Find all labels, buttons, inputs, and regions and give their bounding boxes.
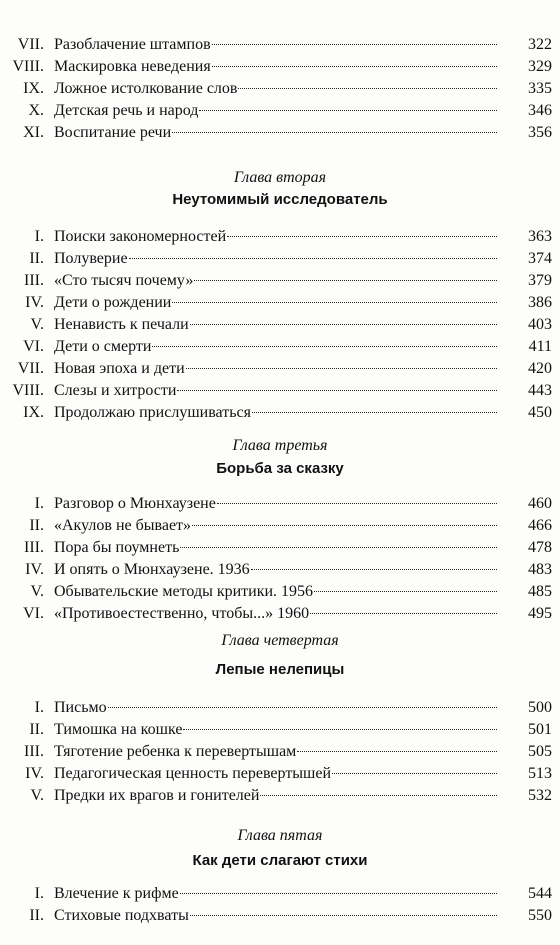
entry-title: Дети о рождении xyxy=(54,294,172,311)
entry-title: Продолжаю прислушиваться xyxy=(54,404,251,421)
chapter-label: Глава третья xyxy=(232,437,328,454)
entry-title: «Акулов не бывает» xyxy=(54,517,192,534)
toc-entry xyxy=(0,34,560,56)
entry-title: Слезы и хитрости xyxy=(54,382,177,399)
entry-page-number: 483 xyxy=(528,561,552,578)
entry-title-wrap xyxy=(54,581,498,603)
entry-title-wrap xyxy=(54,537,498,559)
toc-entry xyxy=(0,380,560,402)
dot-leader xyxy=(190,324,497,325)
entry-title-wrap xyxy=(54,358,498,380)
entry-page-number: 505 xyxy=(528,743,552,760)
entry-title: Пора бы поумнеть xyxy=(54,539,180,556)
toc-entry xyxy=(0,270,560,292)
entry-number: IV. xyxy=(25,294,44,311)
entry-title-wrap xyxy=(54,336,498,358)
entry-title: «Сто тысяч почему» xyxy=(54,272,194,289)
entry-title-wrap xyxy=(54,226,498,248)
entry-page-number: 495 xyxy=(528,605,552,622)
entry-number: I. xyxy=(34,495,44,512)
entry-number: I. xyxy=(34,228,44,245)
entry-page-number: 403 xyxy=(528,316,552,333)
dot-leader xyxy=(172,132,497,133)
dot-leader xyxy=(152,346,497,347)
entry-number: VII. xyxy=(17,360,44,377)
entry-title: «Противоестественно, чтобы...» 1960 xyxy=(54,605,310,622)
toc-entry xyxy=(0,603,560,625)
dot-leader xyxy=(260,795,497,796)
entry-title-wrap xyxy=(54,883,498,905)
entry-title-wrap xyxy=(54,741,498,763)
entry-page-number: 500 xyxy=(528,699,552,716)
entry-title: Детская речь и народ xyxy=(54,102,199,119)
entry-number: VI. xyxy=(23,338,44,355)
entry-number: IX. xyxy=(23,404,44,421)
entry-page-number: 322 xyxy=(528,36,552,53)
entry-title: Письмо xyxy=(54,699,107,716)
toc-entry xyxy=(0,581,560,603)
entry-page-number: 386 xyxy=(528,294,552,311)
entry-title: Обывательские методы критики. 1956 xyxy=(54,583,314,600)
entry-page-number: 363 xyxy=(528,228,552,245)
toc-entry xyxy=(0,883,560,905)
dot-leader xyxy=(212,44,497,45)
chapter-label: Глава пятая xyxy=(237,827,323,844)
entry-title-wrap xyxy=(54,785,498,807)
chapter-title: Лепые нелепицы xyxy=(215,661,345,678)
entry-title: Новая эпоха и дети xyxy=(54,360,185,377)
dot-leader xyxy=(180,547,497,548)
dot-leader xyxy=(192,525,497,526)
entry-title: Педагогическая ценность перевертышей xyxy=(54,765,332,782)
dot-leader xyxy=(251,569,497,570)
dot-leader xyxy=(129,258,497,259)
entry-title-wrap xyxy=(54,34,498,56)
entry-page-number: 443 xyxy=(528,382,552,399)
entry-title-wrap xyxy=(54,493,498,515)
toc-entry xyxy=(0,515,560,537)
entry-title: Дети о смерти xyxy=(54,338,152,355)
toc-entry xyxy=(0,292,560,314)
dot-leader xyxy=(227,236,497,237)
entry-title: Ложное истолкование слов xyxy=(54,80,238,97)
entry-number: III. xyxy=(24,743,44,760)
entry-title: Маскировка неведения xyxy=(54,58,211,75)
entry-title-wrap xyxy=(54,122,498,144)
dot-leader xyxy=(332,773,497,774)
entry-number: II. xyxy=(29,517,44,534)
entry-title-wrap xyxy=(54,314,498,336)
entry-number: V. xyxy=(30,583,44,600)
entry-page-number: 544 xyxy=(528,885,552,902)
entry-title: Поиски закономерностей xyxy=(54,228,227,245)
entry-number: II. xyxy=(29,721,44,738)
entry-title-wrap xyxy=(54,603,498,625)
entry-page-number: 411 xyxy=(528,338,552,355)
dot-leader xyxy=(199,110,497,111)
entry-number: V. xyxy=(30,787,44,804)
entry-title-wrap xyxy=(54,763,498,785)
entry-number: XI. xyxy=(23,124,44,141)
entry-title: Разоблачение штампов xyxy=(54,36,211,53)
entry-title-wrap xyxy=(54,402,498,424)
dot-leader xyxy=(180,893,497,894)
entry-title: Тяготение ребенка к перевертышам xyxy=(54,743,297,760)
entry-number: II. xyxy=(29,250,44,267)
entry-page-number: 550 xyxy=(528,907,552,924)
entry-title: Тимошка на кошке xyxy=(54,721,183,738)
entry-title-wrap xyxy=(54,719,498,741)
entry-page-number: 460 xyxy=(528,495,552,512)
entry-page-number: 420 xyxy=(528,360,552,377)
chapter-title: Как дети слагают стихи xyxy=(192,852,368,869)
entry-page-number: 329 xyxy=(528,58,552,75)
entry-title-wrap xyxy=(54,292,498,314)
dot-leader xyxy=(194,280,497,281)
entry-number: III. xyxy=(24,539,44,556)
toc-entry xyxy=(0,226,560,248)
entry-page-number: 501 xyxy=(528,721,552,738)
entry-page-number: 450 xyxy=(528,404,552,421)
entry-page-number: 478 xyxy=(528,539,552,556)
entry-page-number: 485 xyxy=(528,583,552,600)
toc-entry xyxy=(0,358,560,380)
dot-leader xyxy=(297,751,497,752)
entry-number: IV. xyxy=(25,561,44,578)
entry-title-wrap xyxy=(54,78,498,100)
entry-page-number: 356 xyxy=(528,124,552,141)
chapter-label: Глава вторая xyxy=(233,169,327,186)
toc-entry xyxy=(0,559,560,581)
entry-number: I. xyxy=(34,885,44,902)
entry-number: III. xyxy=(24,272,44,289)
toc-entry xyxy=(0,763,560,785)
entry-number: V. xyxy=(30,316,44,333)
toc-entry xyxy=(0,248,560,270)
chapter-title: Борьба за сказку xyxy=(216,460,344,477)
entry-title: Полуверие xyxy=(54,250,128,267)
entry-title-wrap xyxy=(54,515,498,537)
toc-entry xyxy=(0,78,560,100)
entry-title-wrap xyxy=(54,380,498,402)
entry-page-number: 335 xyxy=(528,80,552,97)
entry-title-wrap xyxy=(54,270,498,292)
entry-title-wrap xyxy=(54,697,498,719)
entry-page-number: 466 xyxy=(528,517,552,534)
dot-leader xyxy=(314,591,497,592)
entry-title: И опять о Мюнхаузене. 1936 xyxy=(54,561,250,578)
entry-page-number: 532 xyxy=(528,787,552,804)
toc-entry xyxy=(0,719,560,741)
toc-entry xyxy=(0,785,560,807)
dot-leader xyxy=(186,368,497,369)
entry-title: Стиховые подхваты xyxy=(54,907,189,924)
dot-leader xyxy=(217,503,497,504)
entry-number: I. xyxy=(34,699,44,716)
entry-title-wrap xyxy=(54,248,498,270)
entry-page-number: 374 xyxy=(528,250,552,267)
dot-leader xyxy=(310,613,497,614)
entry-title: Предки их врагов и гонителей xyxy=(54,787,260,804)
entry-title-wrap xyxy=(54,100,498,122)
entry-title: Влечение к рифме xyxy=(54,885,179,902)
toc-entry xyxy=(0,100,560,122)
chapter-title: Неутомимый исследователь xyxy=(172,191,388,208)
entry-number: IX. xyxy=(23,80,44,97)
toc-entry xyxy=(0,314,560,336)
dot-leader xyxy=(172,302,497,303)
toc-entry xyxy=(0,697,560,719)
dot-leader xyxy=(183,729,497,730)
dot-leader xyxy=(212,66,497,67)
entry-number: VII. xyxy=(17,36,44,53)
toc-entry xyxy=(0,336,560,358)
entry-title: Воспитание речи xyxy=(54,124,172,141)
entry-page-number: 513 xyxy=(528,765,552,782)
entry-title: Разговор о Мюнхаузене xyxy=(54,495,216,512)
toc-entry xyxy=(0,493,560,515)
toc-entry xyxy=(0,56,560,78)
entry-number: VIII. xyxy=(12,382,44,399)
entry-title-wrap xyxy=(54,905,498,927)
entry-title: Ненависть к печали xyxy=(54,316,189,333)
dot-leader xyxy=(177,390,497,391)
toc-entry xyxy=(0,122,560,144)
dot-leader xyxy=(238,88,497,89)
entry-page-number: 346 xyxy=(528,102,552,119)
dot-leader xyxy=(108,707,497,708)
dot-leader xyxy=(252,412,497,413)
toc-entry xyxy=(0,741,560,763)
entry-title-wrap xyxy=(54,56,498,78)
entry-number: II. xyxy=(29,907,44,924)
entry-number: IV. xyxy=(25,765,44,782)
entry-number: X. xyxy=(28,102,44,119)
toc-entry xyxy=(0,537,560,559)
entry-page-number: 379 xyxy=(528,272,552,289)
toc-entry xyxy=(0,905,560,927)
entry-number: VI. xyxy=(23,605,44,622)
dot-leader xyxy=(190,915,497,916)
toc-entry xyxy=(0,402,560,424)
entry-title-wrap xyxy=(54,559,498,581)
chapter-label: Глава четвертая xyxy=(221,632,339,649)
entry-number: VIII. xyxy=(12,58,44,75)
